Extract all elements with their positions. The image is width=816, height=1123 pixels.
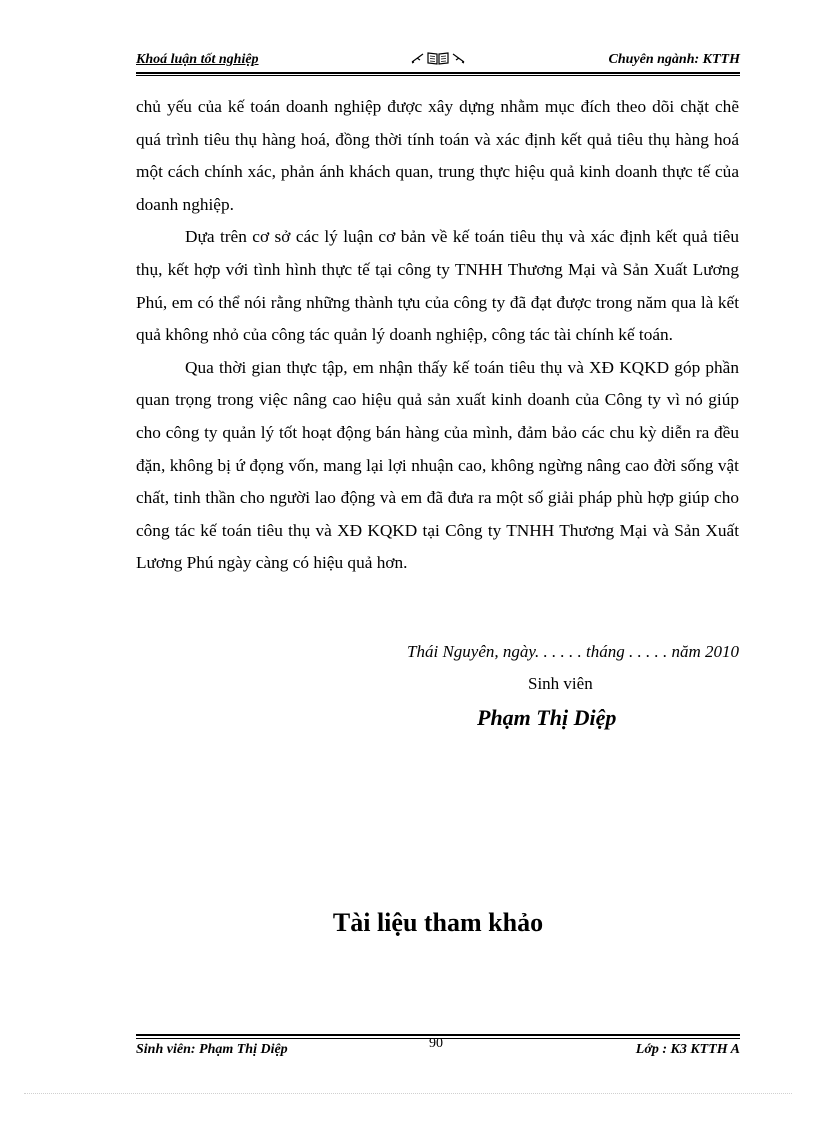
footer-student: Sinh viên: Phạm Thị Diệp	[136, 1042, 288, 1057]
header-major-label: Chuyên ngành: KTTH	[608, 52, 740, 67]
body-text	[136, 91, 739, 580]
quill-right-icon	[451, 52, 465, 64]
signature-role: Sinh viên	[528, 674, 593, 693]
header-rule	[136, 75, 740, 76]
page-header	[136, 50, 740, 74]
header-thesis-label: Khoá luận tốt nghiệp	[136, 52, 259, 67]
quill-left-icon	[411, 52, 425, 64]
book-quill-ornament-icon	[411, 51, 465, 65]
footer-class: Lớp : K3 KTTH A	[635, 1042, 740, 1057]
page-bottom-border	[24, 1093, 792, 1094]
signature-date-line: Thái Nguyên, ngày. . . . . . tháng . . . . . năm 2010	[407, 642, 739, 661]
open-book-icon	[427, 51, 449, 65]
page-number: 90	[429, 1036, 443, 1051]
page-footer	[136, 1038, 740, 1060]
paragraph-3: Qua thời gian thực tập, em nhận thấy kế toán tiêu thụ và XĐ KQKD góp phần quan trọng trong việc nâng cao hiệu quả sản xuất kinh doanh của Công ty vì nó giúp cho công ty quản lý tốt hoạt động bán hàng của mình, đảm bảo các chu kỳ diễn ra đều đặn, không bị ứ đọng vốn, mang lại lợi nhuận cao, không ngừng nâng cao đời sống vật chất, tinh thần cho người lao động và em đã đưa ra một số giải pháp phù hợp giúp cho công tác kế toán tiêu thụ và XĐ KQKD tại Công ty TNHH Thương Mại và Sản Xuất Lương Phú ngày càng có hiệu quả hơn.	[136, 357, 739, 573]
paragraph-1: chủ yếu của kế toán doanh nghiệp được xây dựng nhằm mục đích theo dõi chặt chẽ quá trình tiêu thụ hàng hoá, đồng thời tính toán và xác định kết quả tiêu thụ hàng hoá một cách chính xác, phản ánh khách quan, trung thực hiệu quả kinh doanh thực tế của doanh nghiệp.	[136, 97, 739, 214]
references-heading: Tài liệu tham khảo	[332, 908, 544, 937]
paragraph-2: Dựa trên cơ sở các lý luận cơ bản về kế toán tiêu thụ và xác định kết quả tiêu thụ, kết hợp với tình hình thực tế tại công ty TNHH Thương Mại và Sản Xuất Lương Phú, em có thể nói rằng những thành tựu của công ty đã đạt được trong năm qua là kết quả không nhỏ của công tác quản lý doanh nghiệp, công tác tài chính kế toán.	[136, 227, 739, 345]
signature-name: Phạm Thị Diệp	[477, 705, 617, 730]
